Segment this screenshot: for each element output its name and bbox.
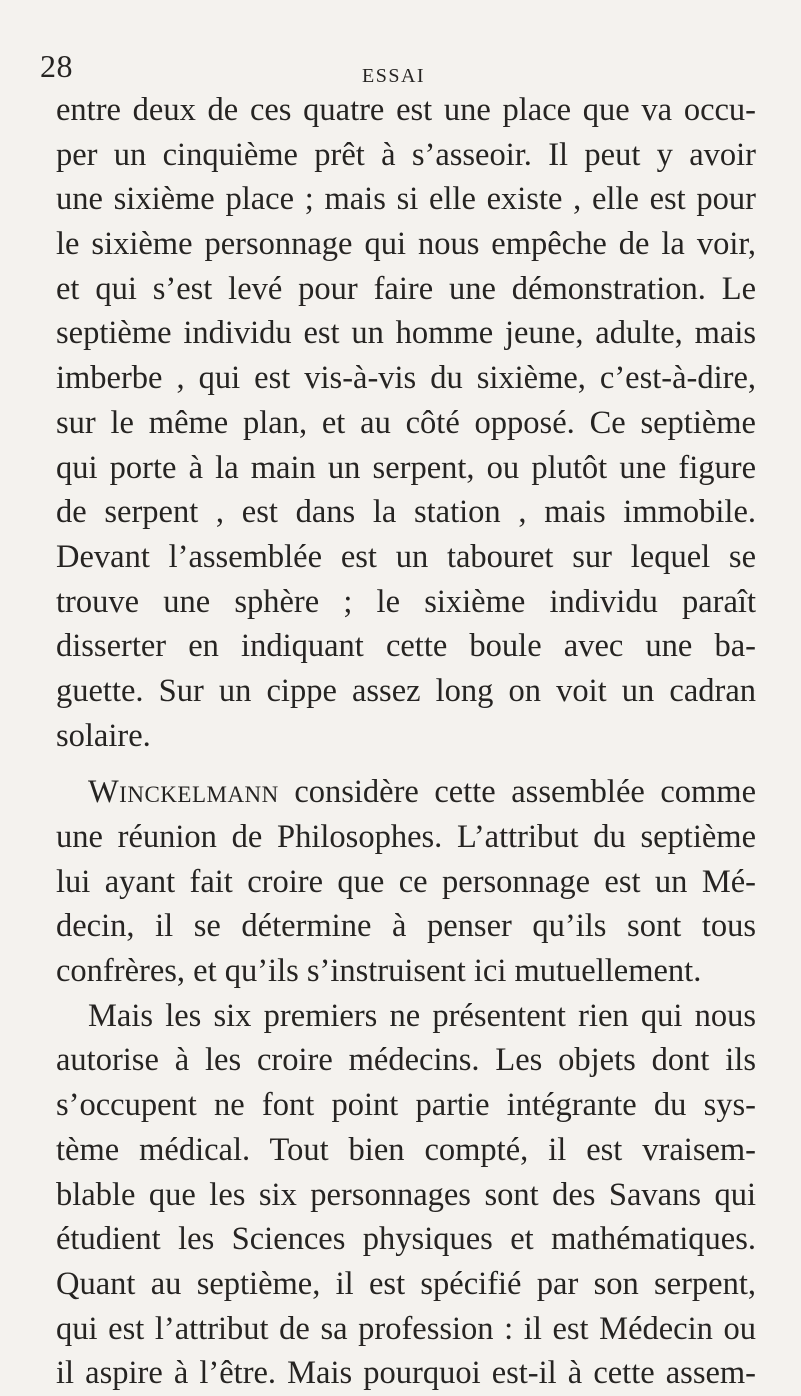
paragraph-1 [56, 88, 756, 758]
text-line: entre deux de ces quatre est une place que va occu- [56, 92, 756, 128]
text-line: étudient les Sciences physiques et mathématiques. [56, 1221, 756, 1258]
text-line: une sixième place ; mais si elle existe , elle est pour [56, 181, 756, 218]
text-line: guette. Sur un cippe assez long on voit un cadran [56, 672, 756, 709]
text-fragment: considère cette assemblée comme [278, 774, 756, 811]
text-line: le sixième personnage qui nous empêche de la voir, [56, 226, 756, 263]
text-line: Devant l’assemblée est un tabouret sur lequel se [56, 538, 756, 575]
paragraph-gap [56, 758, 756, 770]
text-line: trouve une sphère ; le sixième individu paraît [56, 583, 756, 620]
text-line: imberbe , qui est vis-à-vis du sixième, c’est-à-dire, [56, 360, 756, 397]
text-line: tème médical. Tout bien compté, il est vraisem- [56, 1131, 756, 1168]
text-line: septième individu est un homme jeune, adulte, mais [56, 315, 756, 352]
text-line: confrères, et qu’ils s’instruisent ici mutuellement. [56, 953, 702, 990]
text-line [56, 770, 756, 815]
text-line: disserter en indiquant cette boule avec une ba- [56, 628, 756, 665]
text-line: lui ayant fait croire que ce personnage est un Mé- [56, 863, 756, 900]
text-line: autorise à les croire médecins. Les objets dont ils [56, 1042, 756, 1079]
text-line: decin, il se détermine à penser qu’ils sont tous [56, 908, 756, 945]
body-text [56, 88, 756, 1396]
text-line: et qui s’est levé pour faire une démonstration. Le [56, 270, 756, 307]
text-line: per un cinquième prêt à s’asseoir. Il peut y avoir [56, 136, 756, 173]
text-line: qui est l’attribut de sa profession : il est Médecin ou [56, 1310, 756, 1347]
text-line: sur le même plan, et au côté opposé. Ce septième [56, 404, 756, 441]
text-line: qui porte à la main un serpent, ou plutôt une figure [56, 449, 756, 486]
text-line: Mais les six premiers ne présentent rien qui nous [88, 997, 756, 1034]
running-head: ESSAI [362, 65, 426, 87]
text-line: une réunion de Philosophes. L’attribut du septième [56, 819, 756, 855]
author-name: Winckelmann [88, 774, 279, 811]
paragraph-3 [56, 994, 756, 1396]
paragraph-2 [56, 770, 756, 993]
page-number: 28 [40, 48, 73, 84]
text-line: s’occupent ne font point partie intégrante du sys- [56, 1087, 756, 1124]
text-line: il aspire à l’être. Mais pourquoi est-il à cette assem- [56, 1355, 756, 1392]
text-line: de serpent , est dans la station , mais immobile. [56, 494, 756, 531]
text-line: solaire. [56, 717, 151, 754]
text-line: blable que les six personnages sont des Savans qui [56, 1176, 756, 1213]
text-line: Quant au septième, il est spécifié par son serpent, [56, 1265, 756, 1302]
